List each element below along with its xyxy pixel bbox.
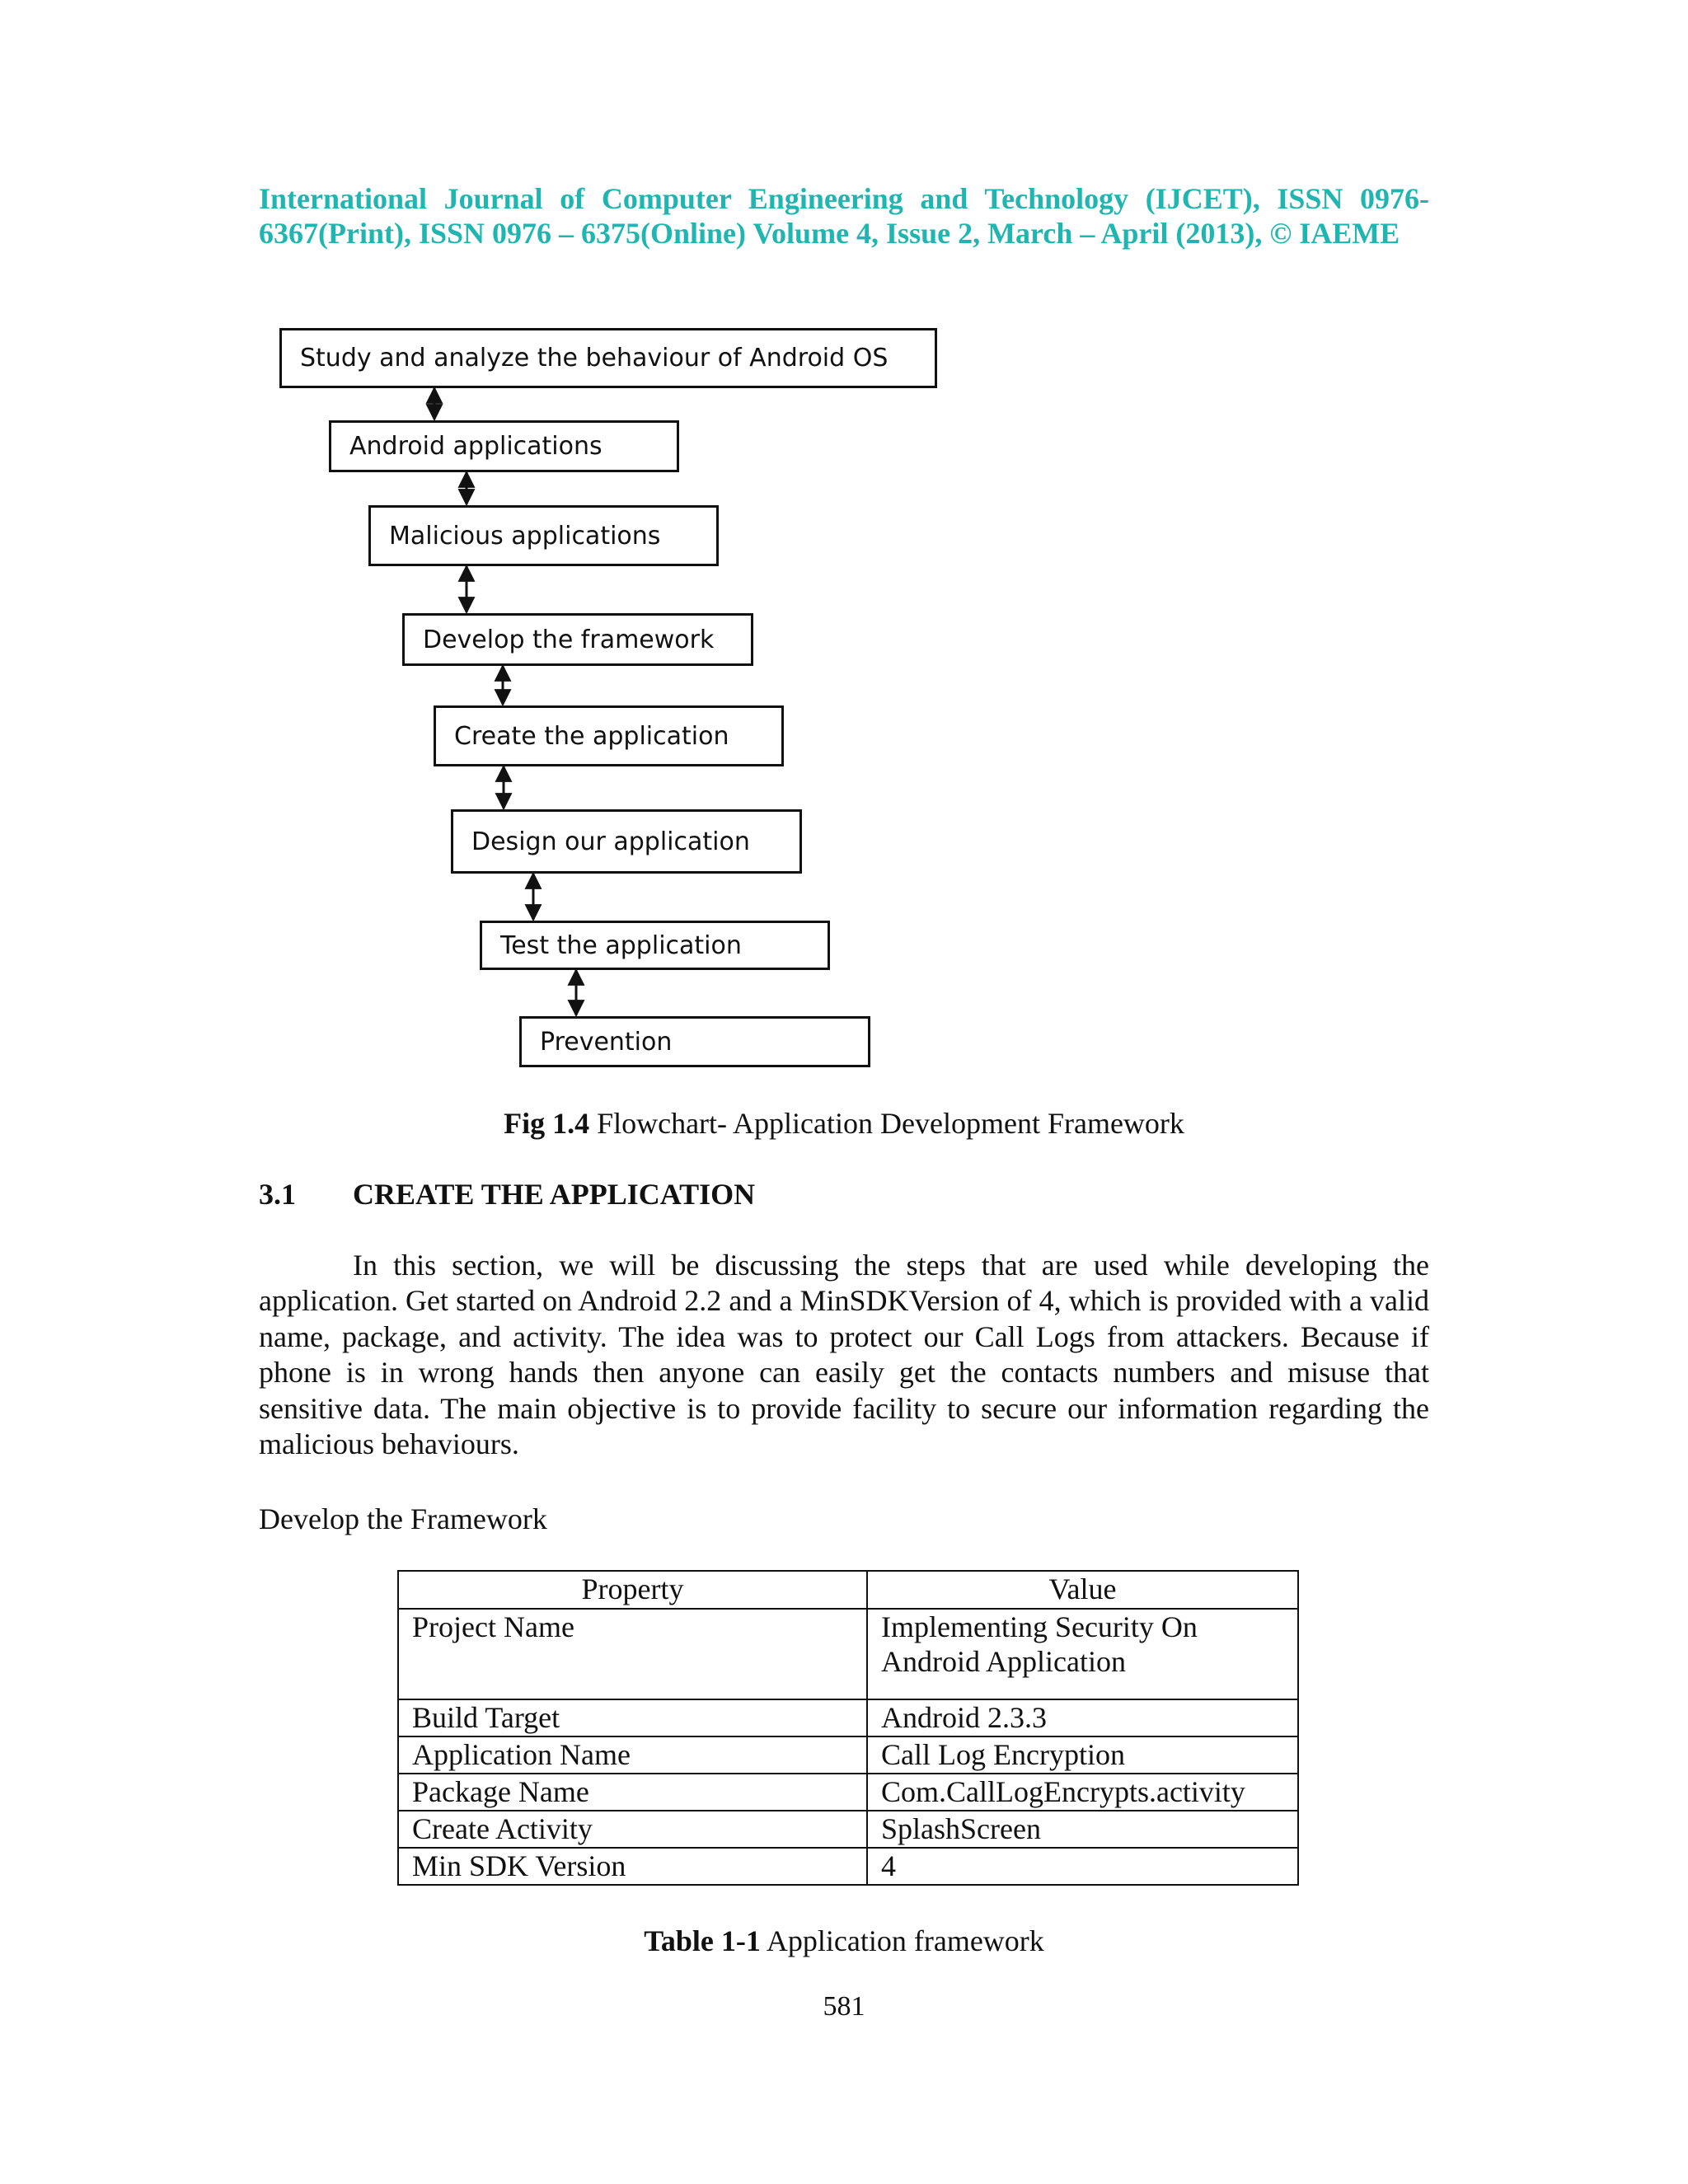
- table-cell-value: Android 2.3.3: [867, 1699, 1298, 1736]
- table-row: [398, 1699, 1298, 1736]
- table-cell-value: 4: [867, 1848, 1298, 1885]
- table-caption-label: Table 1-1: [644, 1924, 761, 1957]
- page-number: 581: [823, 1991, 865, 2022]
- figure-caption-label: Fig 1.4: [504, 1107, 590, 1140]
- subheading-develop-framework: Develop the Framework: [259, 1502, 547, 1535]
- table-cell-property: Min SDK Version: [398, 1848, 867, 1885]
- table-cell-property: Create Activity: [398, 1811, 867, 1848]
- section-title: CREATE THE APPLICATION: [353, 1178, 756, 1211]
- table-cell-property: Application Name: [398, 1736, 867, 1774]
- table-caption: [0, 1924, 1688, 1958]
- table-row: [398, 1811, 1298, 1848]
- flowchart-step: [279, 328, 937, 388]
- flowchart-step-label: Design our application: [471, 827, 750, 856]
- flowchart-step-label: Study and analyze the behaviour of Android OS: [300, 344, 889, 373]
- table-cell-value: Com.CallLogEncrypts.activity: [867, 1774, 1298, 1811]
- flowchart-step: [329, 420, 679, 472]
- section-number: 3.1: [259, 1178, 296, 1211]
- table-row: [398, 1609, 1298, 1699]
- table-row: [398, 1774, 1298, 1811]
- figure-caption-text: Flowchart- Application Development Framework: [589, 1107, 1184, 1140]
- flowchart-step: [368, 505, 719, 566]
- table-row: [398, 1848, 1298, 1885]
- flowchart-step: [480, 921, 830, 970]
- figure-caption: [0, 1106, 1688, 1141]
- journal-header-line-1: International Journal of Computer Engineering and Technology (IJCET), ISSN 0976-: [259, 182, 1429, 215]
- table-header-row: [398, 1571, 1298, 1609]
- section-heading: [259, 1177, 755, 1212]
- journal-header: [259, 181, 1429, 251]
- flowchart-step-label: Create the application: [454, 721, 729, 751]
- flowchart-step-label: Malicious applications: [389, 521, 661, 551]
- table-row: [398, 1736, 1298, 1774]
- flowchart-step: [519, 1016, 870, 1067]
- journal-header-line-2: 6367(Print), ISSN 0976 – 6375(Online) Volume 4, Issue 2, March – April (2013), © IAEME: [259, 217, 1400, 250]
- flowchart-step-label: Android applications: [349, 432, 603, 461]
- table-cell-property: Package Name: [398, 1774, 867, 1811]
- flowchart-step: [451, 809, 802, 874]
- flowchart-step-label: Test the application: [500, 930, 742, 960]
- table-caption-text: Application framework: [760, 1924, 1044, 1957]
- table-header-property: Property: [398, 1571, 867, 1609]
- body-paragraph: In this section, we will be discussing the steps that are used while developing the application. Get started on Android 2.2 and a MinSDKVersion of 4, which is provided with a valid name, package, and activity. The idea was to protect our Call Logs from attackers. Because if phone is in wrong hands then anyone can easily get the contacts numbers and misuse that sensitive data. The main objective is to provide facility to secure our information regarding the malicious behaviours.: [259, 1249, 1429, 1461]
- flowchart-step: [402, 613, 753, 666]
- table-cell-value: Call Log Encryption: [867, 1736, 1298, 1774]
- table-cell-property: Build Target: [398, 1699, 867, 1736]
- table-cell-property: Project Name: [398, 1609, 867, 1699]
- table-cell-value: SplashScreen: [867, 1811, 1298, 1848]
- flowchart-step-label: Develop the framework: [423, 625, 715, 654]
- flowchart-step-label: Prevention: [540, 1027, 673, 1057]
- flowchart-step: [434, 705, 784, 766]
- table-cell-value: Implementing Security On Android Application: [867, 1609, 1298, 1699]
- table-header-value: Value: [867, 1571, 1298, 1609]
- application-framework-table: [397, 1570, 1299, 1886]
